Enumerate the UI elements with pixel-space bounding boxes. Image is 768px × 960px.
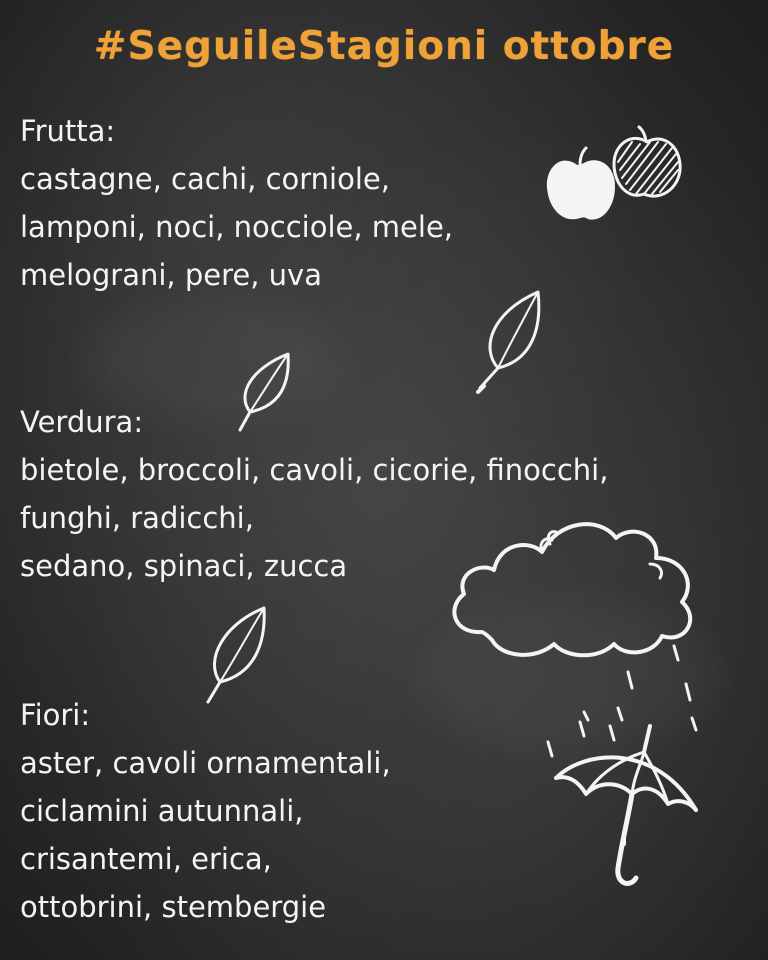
section-heading: Frutta: xyxy=(20,114,116,148)
list-line: ciclamini autunnali, xyxy=(20,794,304,828)
list-line: sedano, spinaci, zucca xyxy=(20,549,348,583)
list-line: bietole, broccoli, cavoli, cicorie, finocchi, xyxy=(20,453,609,487)
rain-cloud-icon xyxy=(446,512,702,720)
list-line: ottobrini, stembergie xyxy=(20,890,327,924)
umbrella-icon xyxy=(540,718,710,890)
list-line: castagne, cachi, corniole, xyxy=(20,162,390,196)
list-line: melograni, pere, uva xyxy=(20,258,322,292)
leaf-icon xyxy=(232,350,296,438)
section-heading: Fiori: xyxy=(20,698,91,732)
leaf-icon xyxy=(474,288,546,398)
page-title: #SeguileStagioni ottobre xyxy=(93,24,675,69)
apples-icon xyxy=(540,122,690,227)
section-heading: Verdura: xyxy=(20,405,144,439)
section-frutta xyxy=(20,107,453,299)
list-line: funghi, radicchi, xyxy=(20,501,254,535)
list-line: lamponi, noci, nocciole, mele, xyxy=(20,210,454,244)
section-fiori xyxy=(20,691,391,931)
list-line: crisantemi, erica, xyxy=(20,842,272,876)
list-line: aster, cavoli ornamentali, xyxy=(20,746,391,780)
leaf-icon xyxy=(200,604,272,710)
